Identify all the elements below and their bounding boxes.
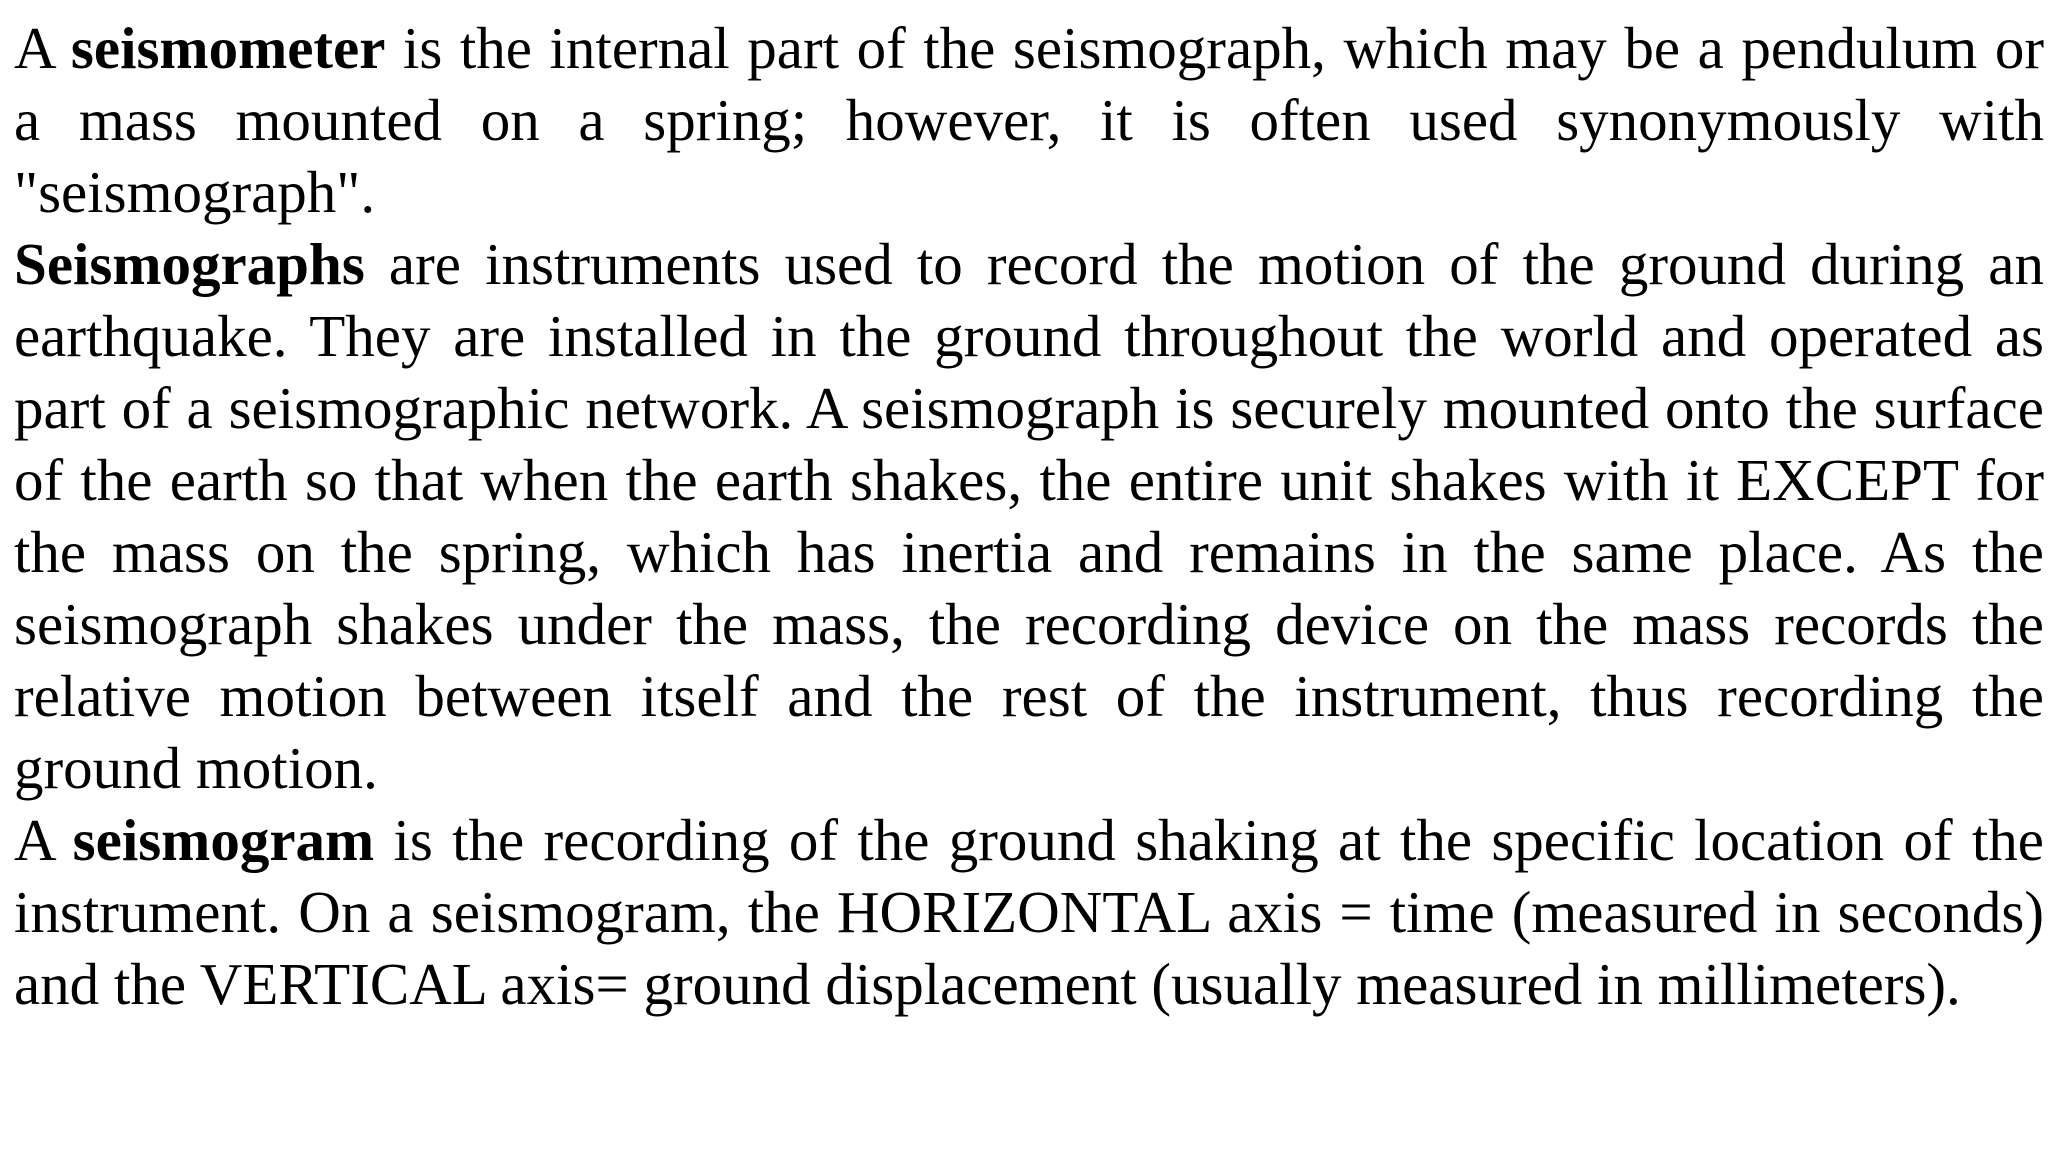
term-seismographs: Seismographs: [14, 231, 365, 297]
paragraph-text: are instruments used to record the motion of the ground during an earthquake. They are installed in the ground throughout the world and operated as part of a seismographic network. A seismograph is securely mounted onto the surface of the earth so that when the earth shakes, the entire unit shakes with it EXCEPT for the mass on the spring, which has inertia and remains in the same place. As the seismograph shakes under the mass, the recording device on the mass records the relative motion between itself and the rest of the instrument, thus recording the ground motion.: [14, 231, 2044, 801]
paragraph-prefix: A: [14, 15, 71, 81]
document-body: [14, 12, 2044, 1020]
paragraph-text: is the recording of the ground shaking at the specific location of the instrument. On a seismogram, the HORIZONTAL axis = time (measured in seconds) and the VERTICAL axis= ground displacement (usually measured in millimeters).: [14, 807, 2044, 1017]
paragraph-text: is the internal part of the seismograph, which may be a pendulum or a mass mounted on a spring; however, it is often used synonymously with "seismograph".: [14, 15, 2044, 225]
term-seismometer: seismometer: [70, 15, 386, 81]
paragraph-seismographs: [14, 228, 2044, 804]
paragraph-seismometer: [14, 12, 2044, 228]
paragraph-seismogram: [14, 804, 2044, 1020]
term-seismogram: seismogram: [72, 807, 375, 873]
paragraph-prefix: A: [14, 807, 73, 873]
